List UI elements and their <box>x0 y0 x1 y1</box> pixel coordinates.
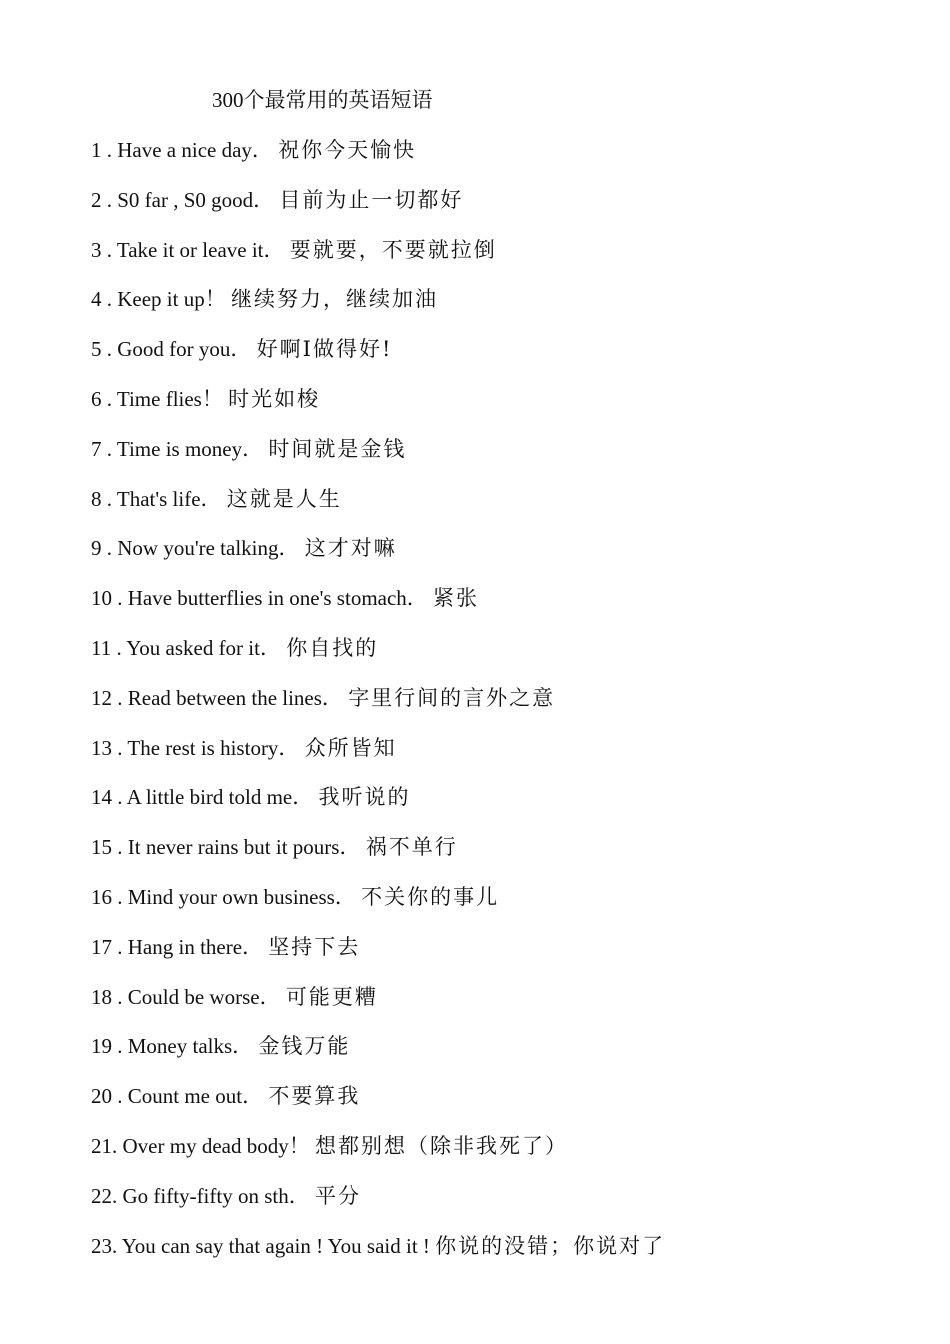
phrase-chinese: 目前为止一切都好 <box>279 187 464 212</box>
phrase-english: 2 . S0 far , S0 good． <box>91 187 275 212</box>
phrase-english: 14 . A little bird told me． <box>91 785 314 810</box>
phrase-chinese: 这才对嘛 <box>304 536 397 561</box>
phrase-chinese: 紧张 <box>433 586 480 611</box>
phrase-english: 4 . Keep it up！ <box>91 287 226 312</box>
phrase-english: 13 . The rest is history． <box>91 735 300 760</box>
phrase-item <box>91 236 665 286</box>
phrase-item <box>91 1082 665 1132</box>
phrase-item <box>91 136 665 186</box>
phrase-english: 22. Go fifty-fifty on sth． <box>91 1183 310 1208</box>
phrase-english: 12 . Read between the lines． <box>91 685 343 710</box>
phrase-chinese: 祝你今天愉快 <box>278 138 417 162</box>
phrase-chinese: 要就要，不要就拉倒 <box>289 237 497 262</box>
phrase-item <box>91 285 665 335</box>
phrase-item <box>91 883 665 933</box>
phrase-chinese: 好啊I做得好! <box>256 337 393 362</box>
phrase-item <box>91 833 665 883</box>
phrase-chinese: 这就是人生 <box>226 486 342 511</box>
phrase-english: 1 . Have a nice day． <box>91 138 273 162</box>
phrase-item <box>91 584 665 634</box>
phrase-item <box>91 385 665 435</box>
phrase-english: 17 . Hang in there． <box>91 934 264 959</box>
phrase-english: 3 . Take it or leave it． <box>91 237 285 262</box>
phrase-item <box>91 684 665 734</box>
phrase-english: 18 . Could be worse． <box>91 984 281 1009</box>
phrase-item <box>91 1132 665 1182</box>
document-title: 300个最常用的英语短语 <box>212 88 433 112</box>
phrase-chinese: 不关你的事儿 <box>361 884 500 909</box>
phrase-item <box>91 335 665 385</box>
phrase-english: 9 . Now you're talking． <box>91 536 300 561</box>
phrase-english: 21. Over my dead body！ <box>91 1133 310 1158</box>
phrase-item <box>91 1182 665 1232</box>
phrase-item <box>91 435 665 485</box>
phrase-list <box>91 136 665 1281</box>
phrase-item <box>91 933 665 983</box>
phrase-chinese: 我听说的 <box>318 785 411 810</box>
phrase-item <box>91 734 665 784</box>
phrase-english: 8 . That's life． <box>91 486 222 511</box>
phrase-chinese: 祸不单行 <box>365 835 458 860</box>
phrase-item <box>91 983 665 1033</box>
phrase-chinese: 继续努力，继续加油 <box>230 287 438 312</box>
phrase-chinese: 平分 <box>314 1183 361 1208</box>
phrase-chinese: 坚持下去 <box>268 934 361 959</box>
phrase-english: 10 . Have butterflies in one's stomach． <box>91 586 428 611</box>
phrase-item <box>91 1232 665 1282</box>
phrase-chinese: 你说的没错；你说对了 <box>435 1233 666 1258</box>
phrase-english: 20 . Count me out． <box>91 1084 264 1109</box>
phrase-english: 11 . You asked for it． <box>91 635 281 660</box>
phrase-chinese: 金钱万能 <box>258 1034 351 1059</box>
phrase-chinese: 可能更糟 <box>285 984 378 1009</box>
phrase-english: 23. You can say that again ! You said it ! <box>91 1233 430 1258</box>
phrase-chinese: 众所皆知 <box>304 735 397 760</box>
phrase-chinese: 想都别想（除非我死了） <box>314 1133 568 1158</box>
phrase-item <box>91 534 665 584</box>
phrase-item <box>91 783 665 833</box>
phrase-english: 16 . Mind your own business． <box>91 884 356 909</box>
phrase-chinese: 时间就是金钱 <box>268 436 407 461</box>
phrase-english: 7 . Time is money． <box>91 436 264 461</box>
phrase-chinese: 你自找的 <box>286 635 379 660</box>
phrase-item <box>91 1032 665 1082</box>
phrase-english: 6 . Time flies！ <box>91 386 223 411</box>
phrase-english: 5 . Good for you． <box>91 337 252 362</box>
phrase-item <box>91 634 665 684</box>
phrase-item <box>91 485 665 535</box>
phrase-chinese: 不要算我 <box>268 1084 361 1109</box>
phrase-english: 15 . It never rains but it pours． <box>91 835 361 860</box>
phrase-english: 19 . Money talks． <box>91 1034 254 1059</box>
phrase-chinese: 字里行间的言外之意 <box>348 685 556 710</box>
phrase-chinese: 时光如梭 <box>228 386 321 411</box>
phrase-item <box>91 186 665 236</box>
